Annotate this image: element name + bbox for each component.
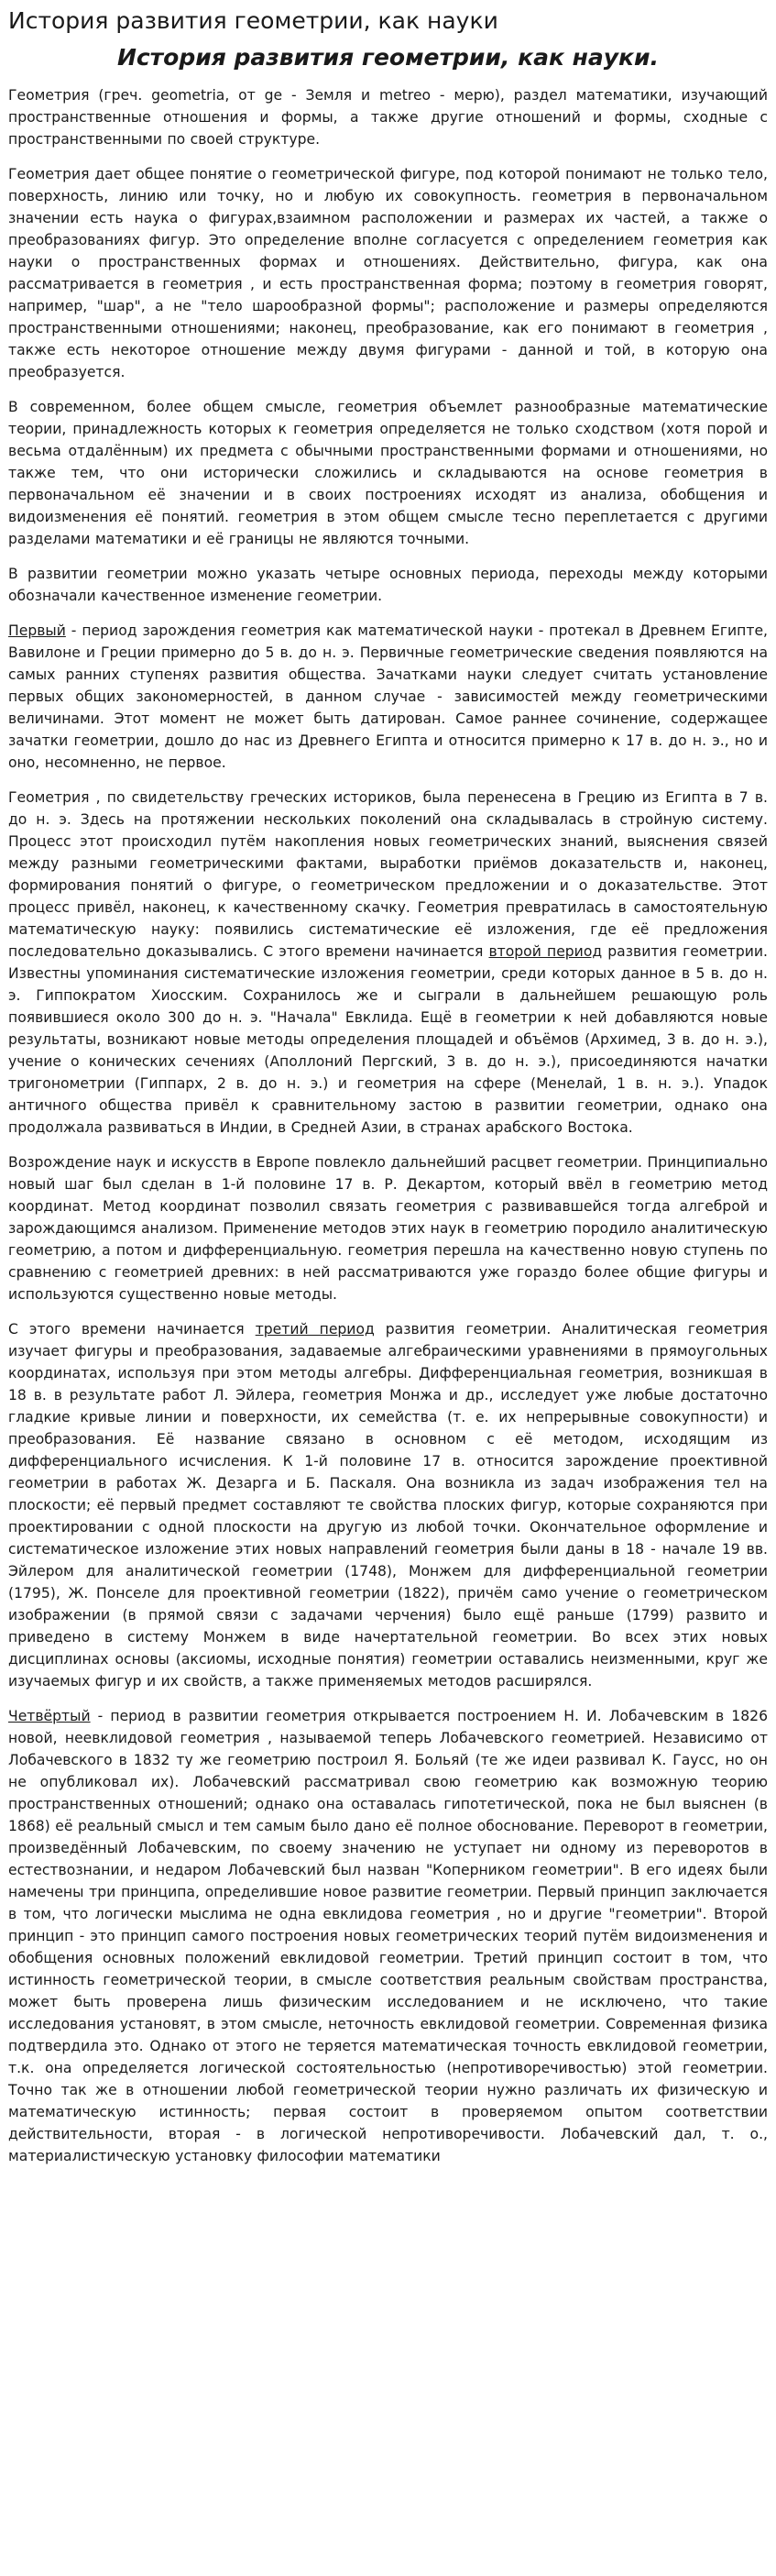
- paragraph-four-periods: В развитии геометрии можно указать четыре основных периода, переходы между которыми обозначали качественное изменение геометрии.: [8, 566, 768, 604]
- first-period-text: - период зарождения геометрия как математической науки - протекал в Древнем Египте, Вавилоне и Греции примерно до 5 в. до н. э. Первичные геометрические сведения появляются на самых ранних ступенях развития общества. Зачатками науки следует считать установление первых общих закономерностей, в данном случае - зависимостей между геометрическими величинами. Этот момент не может быть датирован. Самое раннее сочинение, содержащее зачатки геометрии, дошло до нас из Древнего Египта и относится примерно к 17 в. до н. э., но и оно, несомненно, не первое.: [8, 622, 768, 771]
- third-period-term: третий период: [255, 1321, 375, 1338]
- paragraph-figure-concept: Геометрия дает общее понятие о геометрической фигуре, под которой понимают не только тело, поверхность, линию или точку, но и любую их совокупность. геометрия в первоначальном значении есть наука о фигурах,взаимном расположении и размерах их частей, а также о преобразованиях фигур. Это определение вполне согласуется с определением геометрия как науки о пространственных формах и отношениях. Действительно, фигура, как она рассматривается в геометрия , и есть пространственная форма; поэтому в геометрия говорят, например, "шар", а не "тело шарообразной формы"; расположение и размеры определяются пространственными отношениями; наконец, преобразование, как его понимают в геометрия , также есть некоторое отношение между двумя фигурами - данной и той, в которую она преобразуется.: [8, 166, 768, 380]
- article-body: [8, 84, 768, 2167]
- second-period-text-before: Геометрия , по свидетельству греческих историков, была перенесена в Грецию из Египта в 7 в. до н. э. Здесь на протяжении нескольких поколений она складывалась в стройную систему. Процесс этот происходил путём накопления новых геометрических знаний, выяснения связей между разными геометрическими фактами, выработки приёмов доказательств и, наконец, формирования понятий о фигуре, о геометрическом предложении и о доказательстве. Этот процесс привёл, наконец, к качественному скачку. Геометрия превратилась в самостоятельную математическую науку: появились систематические её изложения, где её предложения последовательно доказывались. С этого времени начинается: [8, 789, 768, 960]
- page-title: История развития геометрии, как науки: [8, 7, 498, 34]
- paragraph-renaissance: Возрождение наук и искусств в Европе повлекло дальнейший расцвет геометрии. Принципиально новый шаг был сделан в 1-й половине 17 в. Р. Декартом, который ввёл в геометрию метод координат. Метод координат позволил связать геометрия с развивавшейся тогда алгеброй и зарождающимся анализом. Применение методов этих наук в геометрию породило аналитическую геометрию, а потом и дифференциальную. геометрия перешла на качественно новую ступень по сравнению с геометрией древних: в ней рассматриваются уже гораздо более общие фигуры и используются существенно новые методы.: [8, 1154, 768, 1303]
- third-period-text-after: развития геометрии. Аналитическая геометрия изучает фигуры и преобразования, задаваемые алгебраическими уравнениями в прямоугольных координатах, используя при этом методы алгебры. Дифференциальная геометрия, возникшая в 18 в. в результате работ Л. Эйлера, геометрия Монжа и др., исследует уже любые достаточно гладкие кривые линии и поверхности, их семейства (т. е. их непрерывные совокупности) и преобразования. Её название связано в основном с её методом, исходящим из дифференциального исчисления. К 1-й половине 17 в. относится зарождение проективной геометрии в работах Ж. Дезарга и Б. Паскаля. Она возникла из задач изображения тел на плоскости; её первый предмет составляют те свойства плоских фигур, которые сохраняются при проектировании с одной плоскости на другую из любой точки. Окончательное оформление и систематическое изложение этих новых направлений геометрия были даны в 18 - начале 19 вв. Эйлером для аналитической геометрии (1748), Монжем для дифференциальной геометрии (1795), Ж. Понселе для проективной геометрии (1822), причём само учение о геометрическом изображении (в прямой связи с задачами черчения) было ещё раньше (1799) развито и приведено в систему Монжем в виде начертательной геометрии. Во всех этих новых дисциплинах основы (аксиомы, исходные понятия) геометрии оставались неизменными, круг же изучаемых фигур и их свойств, а также применяемых методов расширялся.: [8, 1321, 769, 1690]
- paragraph-modern-sense: В современном, более общем смысле, геометрия объемлет разнообразные математические теории, принадлежность которых к геометрия определяется не только сходством (хотя порой и весьма отдалённым) их предмета с обычными пространственными формами и отношениями, но также тем, что они исторически сложились и складываются на основе геометрия в первоначальном её значении и в своих построениях исходят из анализа, обобщения и видоизменения её понятий. геометрия в этом общем смысле тесно переплетается с другими разделами математики и её границы не являются точными.: [8, 399, 768, 547]
- first-period-term: Первый: [8, 622, 66, 639]
- paragraph-definition: Геометрия (греч. geometria, от ge - Земля и metreo - мерю), раздел математики, изучающий пространственные отношения и формы, а также другие отношений и формы, сходные с пространственными по своей структуре.: [8, 87, 768, 148]
- paragraph-second-period: [8, 787, 768, 1139]
- second-period-text-after: развития геометрии. Известны упоминания систематические изложения геометрии, среди которых данное в 5 в. до н. э. Гиппократом Хиосским. Сохранилось же и сыграли в дальнейшем решающую роль появившиеся около 300 до н. э. "Начала" Евклида. Ещё в геометрии к ней добавляются новые результаты, возникают новые методы определения площадей и объёмов (Архимед, 3 в. до н. э.), учение о конических сечениях (Аполлоний Пергский, 3 в. до н. э.), присоединяются начатки тригонометрии (Гиппарх, 2 в. до н. э.) и геометрия на сфере (Менелай, 1 в. н. э.). Упадок античного общества привёл к сравнительному застою в развитии геометрии, однако она продолжала развиваться в Индии, в Средней Азии, в странах арабского Востока.: [8, 943, 768, 1136]
- paragraph-fourth-period: [8, 1705, 768, 2167]
- fourth-period-text: - период в развитии геометрия открывается построением Н. И. Лобачевским в 1826 новой, неевклидовой геометрия , называемой теперь Лобачевского геометрией. Независимо от Лобачевского в 1832 ту же геометрию построил Я. Больяй (те же идеи развивал К. Гаусс, но он не опубликовал их). Лобачевский рассматривал свою геометрию как возможную теорию пространственных отношений; однако она оставалась гипотетической, пока не был выяснен (в 1868) её реальный смысл и тем самым было дано её полное обоснование. Переворот в геометрии, произведённый Лобачевским, по своему значению не уступает ни одному из переворотов в естествознании, и недаром Лобачевский был назван "Коперником геометрии". В его идеях были намечены три принципа, определившие новое развитие геометрии. Первый принцип заключается в том, что логически мыслима не одна евклидова геометрия , но и другие "геометрии". Второй принцип - это принцип самого построения новых геометрических теорий путём видоизменения и обобщения основных положений евклидовой геометрии. Третий принцип состоит в том, что истинность геометрической теории, в смысле соответствия реальным свойствам пространства, может быть проверена лишь физическим исследованием и не исключено, что такие исследования установят, в этом смысле, неточность евклидовой геометрии. Современная физика подтвердила это. Однако от этого не теряется математическая точность евклидовой геометрии, т.к. она определяется логической состоятельностью (непротиворечивостью) этой геометрии. Точно так же в отношении любой геометрической теории нужно различать их физическую и математическую истинность; первая состоит в проверяемом опытом соответствии действительности, вторая - в логической непротиворечивости. Лобачевский дал, т. о., материалистическую установку философии математики: [8, 1708, 768, 2164]
- second-period-term: второй период: [488, 943, 603, 960]
- third-period-text-before: С этого времени начинается: [8, 1321, 256, 1338]
- paragraph-third-period: [8, 1318, 768, 1692]
- paragraph-first-period: [8, 620, 768, 774]
- fourth-period-term: Четвёртый: [8, 1708, 91, 1724]
- article-title: История развития геометрии, как науки.: [116, 44, 660, 71]
